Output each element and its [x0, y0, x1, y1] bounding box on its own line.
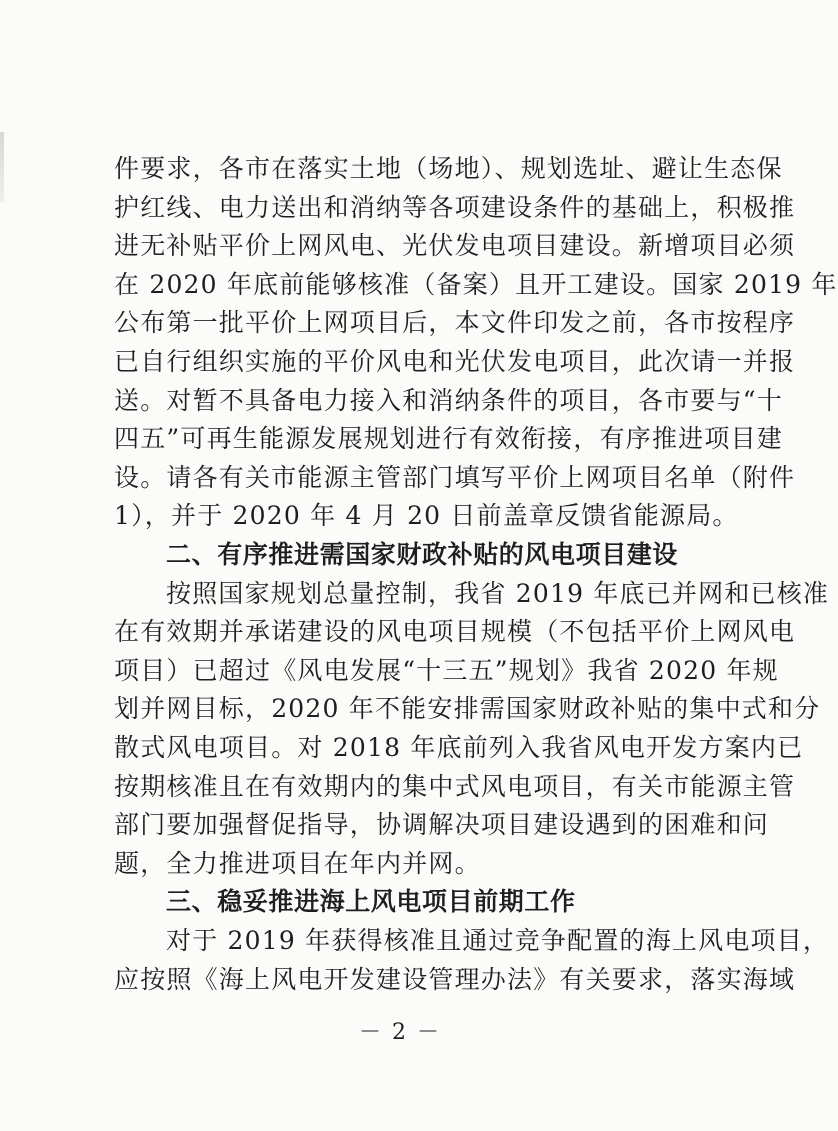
paragraph-line: 公布第一批平价上网项目后，本文件印发之前，各市按程序: [114, 308, 796, 338]
paragraph-line: 已自行组织实施的平价风电和光伏发电项目，此次请一并报: [114, 347, 796, 376]
paragraph-line: 进无补贴平价上网风电、光伏发电项目建设。新增项目必须: [114, 231, 796, 261]
paragraph-line: 送。对暂不具备电力接入和消纳条件的项目，各市要与“十: [114, 385, 783, 415]
paragraph-line: 四五”可再生能源发展规划进行有效衔接，有序推进项目建: [114, 424, 783, 454]
paragraph-line: 1），并于 2020 年 4 月 20 日前盖章反馈省能源局。: [114, 501, 739, 531]
paragraph-line: 设。请各有关市能源主管部门填写平价上网项目名单（附件: [114, 462, 796, 492]
paragraph-line: 按照国家规划总量控制，我省 2019 年底已并网和已核准: [166, 578, 830, 608]
paragraph-line: 护红线、电力送出和消纳等各项建设条件的基础上，积极推: [114, 192, 796, 222]
paragraph-line: 散式风电项目。对 2018 年底前列入我省风电开发方案内已: [114, 733, 804, 762]
paragraph-line: 划并网目标，2020 年不能安排需国家财政补贴的集中式和分: [114, 694, 821, 724]
scan-edge-mark: [0, 132, 4, 202]
paragraph-line: 项目）已超过《风电发展“十三五”规划》我省 2020 年规: [114, 655, 779, 685]
paragraph-line: 在有效期并承诺建设的风电项目规模（不包括平价上网风电: [114, 617, 796, 647]
page-number: － 2 －: [359, 1020, 441, 1045]
paragraph-line: 应按照《海上风电开发建设管理办法》有关要求，落实海域: [114, 964, 796, 994]
section-heading: 二、有序推进需国家财政补贴的风电项目建设: [166, 540, 679, 569]
paragraph-line: 按期核准且在有效期内的集中式风电项目，有关市能源主管: [114, 771, 796, 801]
paragraph-line: 在 2020 年底前能够核准（备案）且开工建设。国家 2019 年: [114, 269, 838, 299]
paragraph-line: 部门要加强督促指导，协调解决项目建设遇到的困难和问: [114, 810, 770, 840]
paragraph-line: 件要求，各市在落实土地（场地）、规划选址、避让生态保: [114, 154, 783, 183]
section-heading: 三、稳妥推进海上风电项目前期工作: [166, 887, 576, 917]
paragraph-line: 题，全力推进项目在年内并网。: [114, 848, 481, 878]
paragraph-line: 对于 2019 年获得核准且通过竞争配置的海上风电项目，: [166, 926, 830, 955]
